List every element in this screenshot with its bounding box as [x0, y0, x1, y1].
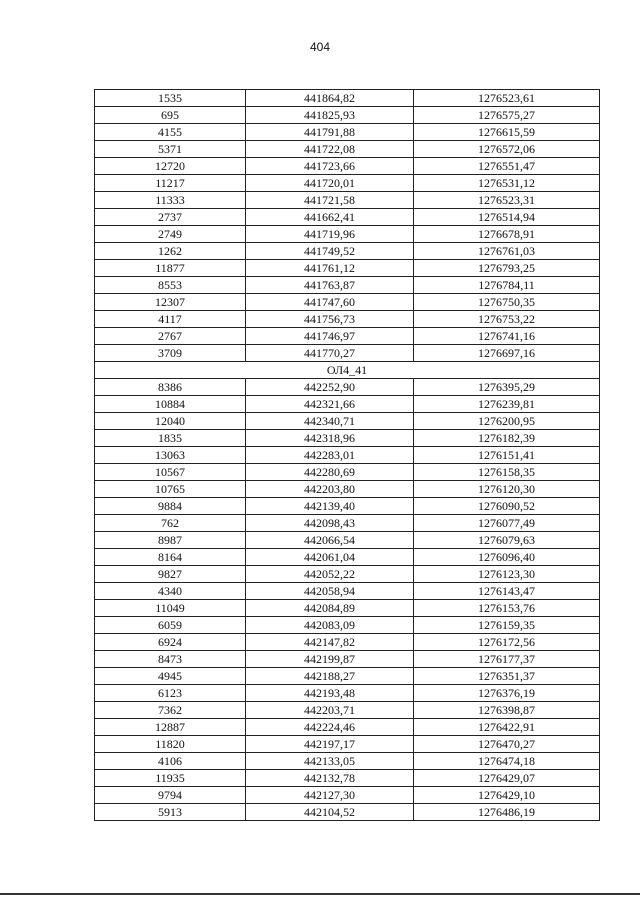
x-coordinate-cell: 442147,82: [246, 634, 414, 651]
coordinates-table-body: [95, 90, 600, 821]
x-coordinate-cell: 441662,41: [246, 209, 414, 226]
y-coordinate-cell: 1276741,16: [414, 328, 600, 345]
table-row: [95, 294, 600, 311]
y-coordinate-cell: 1276159,35: [414, 617, 600, 634]
y-coordinate-cell: 1276697,16: [414, 345, 600, 362]
table-row: [95, 192, 600, 209]
table-row: [95, 583, 600, 600]
point-number-cell: 8987: [95, 532, 246, 549]
point-number-cell: 762: [95, 515, 246, 532]
x-coordinate-cell: 442252,90: [246, 379, 414, 396]
x-coordinate-cell: 442280,69: [246, 464, 414, 481]
table-row: [95, 226, 600, 243]
y-coordinate-cell: 1276514,94: [414, 209, 600, 226]
y-coordinate-cell: 1276523,61: [414, 90, 600, 107]
y-coordinate-cell: 1276151,41: [414, 447, 600, 464]
y-coordinate-cell: 1276158,35: [414, 464, 600, 481]
point-number-cell: 11333: [95, 192, 246, 209]
x-coordinate-cell: 442321,66: [246, 396, 414, 413]
table-row: [95, 617, 600, 634]
x-coordinate-cell: 441723,66: [246, 158, 414, 175]
point-number-cell: 8386: [95, 379, 246, 396]
point-number-cell: 6924: [95, 634, 246, 651]
y-coordinate-cell: 1276761,03: [414, 243, 600, 260]
x-coordinate-cell: 442318,96: [246, 430, 414, 447]
x-coordinate-cell: 442188,27: [246, 668, 414, 685]
table-row: [95, 515, 600, 532]
x-coordinate-cell: 442340,71: [246, 413, 414, 430]
x-coordinate-cell: 442058,94: [246, 583, 414, 600]
y-coordinate-cell: 1276523,31: [414, 192, 600, 209]
page-number: 404: [309, 40, 331, 54]
y-coordinate-cell: 1276172,56: [414, 634, 600, 651]
y-coordinate-cell: 1276351,37: [414, 668, 600, 685]
y-coordinate-cell: 1276422,91: [414, 719, 600, 736]
point-number-cell: 5371: [95, 141, 246, 158]
point-number-cell: 1835: [95, 430, 246, 447]
table-row: [95, 260, 600, 277]
y-coordinate-cell: 1276572,06: [414, 141, 600, 158]
table-row: [95, 430, 600, 447]
point-number-cell: 9827: [95, 566, 246, 583]
point-number-cell: 4117: [95, 311, 246, 328]
point-number-cell: 4340: [95, 583, 246, 600]
x-coordinate-cell: 442066,54: [246, 532, 414, 549]
table-row: [95, 345, 600, 362]
x-coordinate-cell: 441763,87: [246, 277, 414, 294]
point-number-cell: 11820: [95, 736, 246, 753]
y-coordinate-cell: 1276177,37: [414, 651, 600, 668]
point-number-cell: 9794: [95, 787, 246, 804]
y-coordinate-cell: 1276182,39: [414, 430, 600, 447]
x-coordinate-cell: 442139,40: [246, 498, 414, 515]
table-row: [95, 311, 600, 328]
x-coordinate-cell: 442083,09: [246, 617, 414, 634]
x-coordinate-cell: 442193,48: [246, 685, 414, 702]
table-row: [95, 498, 600, 515]
point-number-cell: 11049: [95, 600, 246, 617]
table-row: [95, 770, 600, 787]
table-row: [95, 396, 600, 413]
x-coordinate-cell: 442104,52: [246, 804, 414, 821]
y-coordinate-cell: 1276123,30: [414, 566, 600, 583]
table-row: [95, 566, 600, 583]
y-coordinate-cell: 1276120,30: [414, 481, 600, 498]
y-coordinate-cell: 1276429,07: [414, 770, 600, 787]
table-row: [95, 719, 600, 736]
x-coordinate-cell: 441864,82: [246, 90, 414, 107]
x-coordinate-cell: 441720,01: [246, 175, 414, 192]
point-number-cell: 5913: [95, 804, 246, 821]
point-number-cell: 2767: [95, 328, 246, 345]
x-coordinate-cell: 441761,12: [246, 260, 414, 277]
x-coordinate-cell: 442132,78: [246, 770, 414, 787]
x-coordinate-cell: 441749,52: [246, 243, 414, 260]
table-row: [95, 107, 600, 124]
x-coordinate-cell: 442199,87: [246, 651, 414, 668]
y-coordinate-cell: 1276096,40: [414, 549, 600, 566]
table-row: [95, 464, 600, 481]
y-coordinate-cell: 1276615,59: [414, 124, 600, 141]
table-row: [95, 447, 600, 464]
x-coordinate-cell: 441746,97: [246, 328, 414, 345]
table-row: [95, 600, 600, 617]
point-number-cell: 8164: [95, 549, 246, 566]
table-row: [95, 532, 600, 549]
point-number-cell: 1262: [95, 243, 246, 260]
x-coordinate-cell: 442052,22: [246, 566, 414, 583]
table-row: [95, 685, 600, 702]
point-number-cell: 12307: [95, 294, 246, 311]
point-number-cell: 4945: [95, 668, 246, 685]
point-number-cell: 12720: [95, 158, 246, 175]
x-coordinate-cell: 442133,05: [246, 753, 414, 770]
y-coordinate-cell: 1276678,91: [414, 226, 600, 243]
table-row: [95, 379, 600, 396]
x-coordinate-cell: 441770,27: [246, 345, 414, 362]
table-row: [95, 413, 600, 430]
point-number-cell: 6123: [95, 685, 246, 702]
x-coordinate-cell: 441721,58: [246, 192, 414, 209]
point-number-cell: 2749: [95, 226, 246, 243]
y-coordinate-cell: 1276077,49: [414, 515, 600, 532]
point-number-cell: 12040: [95, 413, 246, 430]
point-number-cell: 8553: [95, 277, 246, 294]
y-coordinate-cell: 1276398,87: [414, 702, 600, 719]
point-number-cell: 9884: [95, 498, 246, 515]
table-row: [95, 804, 600, 821]
x-coordinate-cell: 442203,71: [246, 702, 414, 719]
y-coordinate-cell: 1276153,76: [414, 600, 600, 617]
point-number-cell: 10884: [95, 396, 246, 413]
x-coordinate-cell: 442283,01: [246, 447, 414, 464]
x-coordinate-cell: 441825,93: [246, 107, 414, 124]
y-coordinate-cell: 1276750,35: [414, 294, 600, 311]
coordinates-table: [94, 89, 600, 821]
x-coordinate-cell: 442084,89: [246, 600, 414, 617]
y-coordinate-cell: 1276486,19: [414, 804, 600, 821]
point-number-cell: 1535: [95, 90, 246, 107]
x-coordinate-cell: 441747,60: [246, 294, 414, 311]
table-row: [95, 158, 600, 175]
point-number-cell: 8473: [95, 651, 246, 668]
point-number-cell: 10765: [95, 481, 246, 498]
x-coordinate-cell: 442098,43: [246, 515, 414, 532]
y-coordinate-cell: 1276551,47: [414, 158, 600, 175]
table-row: [95, 481, 600, 498]
y-coordinate-cell: 1276143,47: [414, 583, 600, 600]
y-coordinate-cell: 1276239,81: [414, 396, 600, 413]
x-coordinate-cell: 441722,08: [246, 141, 414, 158]
x-coordinate-cell: 442061,04: [246, 549, 414, 566]
y-coordinate-cell: 1276429,10: [414, 787, 600, 804]
y-coordinate-cell: 1276200,95: [414, 413, 600, 430]
table-row: [95, 549, 600, 566]
table-row: [95, 243, 600, 260]
y-coordinate-cell: 1276079,63: [414, 532, 600, 549]
table-row: [95, 787, 600, 804]
table-row: [95, 753, 600, 770]
point-number-cell: 11877: [95, 260, 246, 277]
table-row: [95, 277, 600, 294]
point-number-cell: 4106: [95, 753, 246, 770]
table-row: [95, 209, 600, 226]
y-coordinate-cell: 1276793,25: [414, 260, 600, 277]
section-header-row: [95, 362, 600, 379]
x-coordinate-cell: 442203,80: [246, 481, 414, 498]
table-row: [95, 736, 600, 753]
table-row: [95, 668, 600, 685]
x-coordinate-cell: 441791,88: [246, 124, 414, 141]
y-coordinate-cell: 1276531,12: [414, 175, 600, 192]
y-coordinate-cell: 1276376,19: [414, 685, 600, 702]
table-row: [95, 328, 600, 345]
y-coordinate-cell: 1276575,27: [414, 107, 600, 124]
y-coordinate-cell: 1276753,22: [414, 311, 600, 328]
x-coordinate-cell: 441719,96: [246, 226, 414, 243]
point-number-cell: 11935: [95, 770, 246, 787]
point-number-cell: 695: [95, 107, 246, 124]
y-coordinate-cell: 1276090,52: [414, 498, 600, 515]
table-row: [95, 124, 600, 141]
point-number-cell: 10567: [95, 464, 246, 481]
point-number-cell: 3709: [95, 345, 246, 362]
table-row: [95, 90, 600, 107]
y-coordinate-cell: 1276395,29: [414, 379, 600, 396]
page-bottom-edge: [0, 893, 640, 895]
x-coordinate-cell: 442224,46: [246, 719, 414, 736]
point-number-cell: 4155: [95, 124, 246, 141]
table-row: [95, 175, 600, 192]
point-number-cell: 7362: [95, 702, 246, 719]
y-coordinate-cell: 1276784,11: [414, 277, 600, 294]
point-number-cell: 2737: [95, 209, 246, 226]
table-row: [95, 141, 600, 158]
table-row: [95, 634, 600, 651]
y-coordinate-cell: 1276470,27: [414, 736, 600, 753]
point-number-cell: 12887: [95, 719, 246, 736]
x-coordinate-cell: 441756,73: [246, 311, 414, 328]
point-number-cell: 6059: [95, 617, 246, 634]
table-row: [95, 651, 600, 668]
point-number-cell: 13063: [95, 447, 246, 464]
y-coordinate-cell: 1276474,18: [414, 753, 600, 770]
x-coordinate-cell: 442197,17: [246, 736, 414, 753]
section-label: ОЛ4_41: [95, 362, 600, 379]
table-row: [95, 702, 600, 719]
point-number-cell: 11217: [95, 175, 246, 192]
x-coordinate-cell: 442127,30: [246, 787, 414, 804]
